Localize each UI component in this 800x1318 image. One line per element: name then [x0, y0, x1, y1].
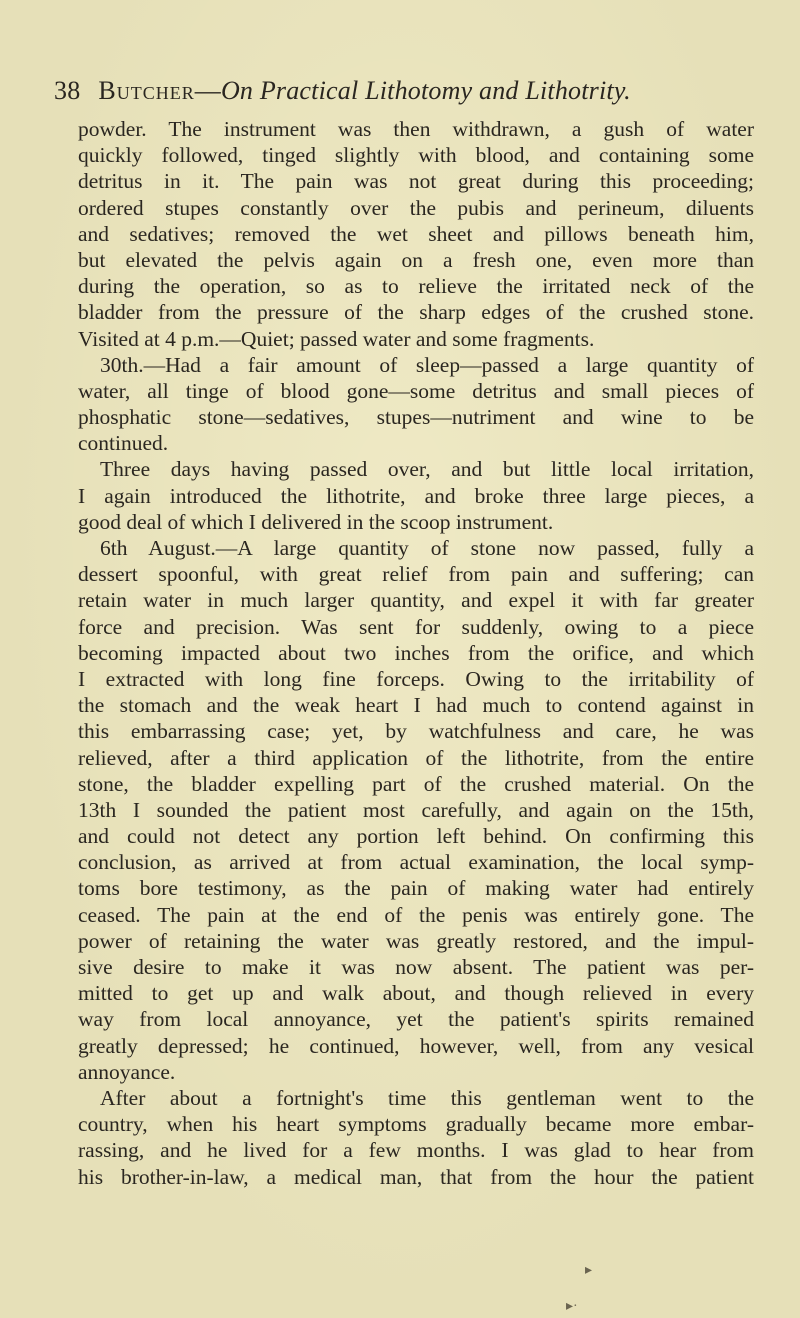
text-line: Visited at 4 p.m.—Quiet; passed water and some fragments. [78, 326, 595, 351]
text-line: force and precision. Was sent for suddenly, owing to a piece [78, 614, 754, 639]
text-line: After about a fortnight's time this gentleman went to the [100, 1085, 754, 1110]
text-line: bladder from the pressure of the sharp edges of the crushed stone. [78, 300, 754, 325]
page-number: 38 [54, 76, 81, 105]
text-line: 13th I sounded the patient most carefully, and again on the 15th, [78, 797, 754, 822]
text-line: during the operation, so as to relieve the irritated neck of the [78, 274, 754, 299]
text-line: country, when his heart symptoms gradually became more embar- [78, 1112, 754, 1137]
text-line: retain water in much larger quantity, and expel it with far greater [78, 588, 754, 613]
text-line: good deal of which I delivered in the scoop instrument. [78, 509, 554, 534]
body-text [78, 116, 754, 1190]
text-line: rassing, and he lived for a few months. I was glad to hear from [78, 1138, 754, 1163]
text-line: mitted to get up and walk about, and though relieved in every [78, 981, 754, 1006]
text-line: detritus in it. The pain was not great during this proceeding; [78, 169, 754, 194]
text-line: water, all tinge of blood gone—some detritus and small pieces of [78, 378, 754, 403]
text-line: power of retaining the water was greatly restored, and the impul- [78, 928, 754, 953]
text-line: way from local annoyance, yet the patient's spirits remained [78, 1007, 754, 1032]
text-line: 6th August.—A large quantity of stone now passed, fully a [100, 536, 754, 560]
header-author: Butcher [98, 76, 195, 105]
text-line: his brother-in-law, a medical man, that from the hour the patient [78, 1164, 754, 1189]
text-line: the stomach and the weak heart I had much to contend against in [78, 693, 754, 718]
text-line: I again introduced the lithotrite, and broke three large pieces, a [78, 483, 754, 508]
text-line: conclusion, as arrived at from actual examination, the local symp- [78, 850, 754, 875]
printer-mark-1: ▸ [585, 1263, 593, 1278]
text-line: Three days having passed over, and but little local irritation, [100, 457, 754, 482]
text-line: phosphatic stone—sedatives, stupes—nutriment and wine to be [78, 405, 754, 430]
text-line: but elevated the pelvis again on a fresh one, even more than [78, 247, 754, 272]
running-header [54, 76, 754, 106]
text-line: dessert spoonful, with great relief from pain and suffering; can [78, 562, 754, 587]
text-line: stone, the bladder expelling part of the crushed material. On the [78, 771, 754, 796]
text-line: greatly depressed; he continued, however, well, from any vesical [78, 1033, 754, 1058]
printer-mark-2: ▸· [566, 1299, 578, 1314]
header-title: On Practical Lithotomy and Lithotrity. [220, 76, 631, 105]
text-line: and sedatives; removed the wet sheet and pillows beneath him, [78, 221, 754, 246]
text-line: becoming impacted about two inches from the orifice, and which [78, 640, 754, 665]
header-separator: — [194, 76, 221, 105]
text-line: quickly followed, tinged slightly with blood, and containing some [78, 143, 754, 168]
text-line: ceased. The pain at the end of the penis was entirely gone. The [78, 902, 754, 927]
text-line: toms bore testimony, as the pain of making water had entirely [78, 876, 754, 901]
text-line: sive desire to make it was now absent. The patient was per- [78, 955, 754, 979]
text-line: I extracted with long fine forceps. Owing to the irritability of [78, 666, 754, 691]
text-line: and could not detect any portion left behind. On confirming this [78, 824, 754, 849]
text-line: this embarrassing case; yet, by watchfulness and care, he was [78, 719, 754, 744]
text-line: powder. The instrument was then withdrawn, a gush of water [78, 117, 754, 141]
text-line: 30th.—Had a fair amount of sleep—passed a large quantity of [100, 352, 754, 377]
text-line: relieved, after a third application of the lithotrite, from the entire [78, 745, 754, 770]
text-line: continued. [78, 431, 169, 456]
text-line: annoyance. [78, 1059, 176, 1084]
text-line: ordered stupes constantly over the pubis and perineum, diluents [78, 195, 754, 220]
